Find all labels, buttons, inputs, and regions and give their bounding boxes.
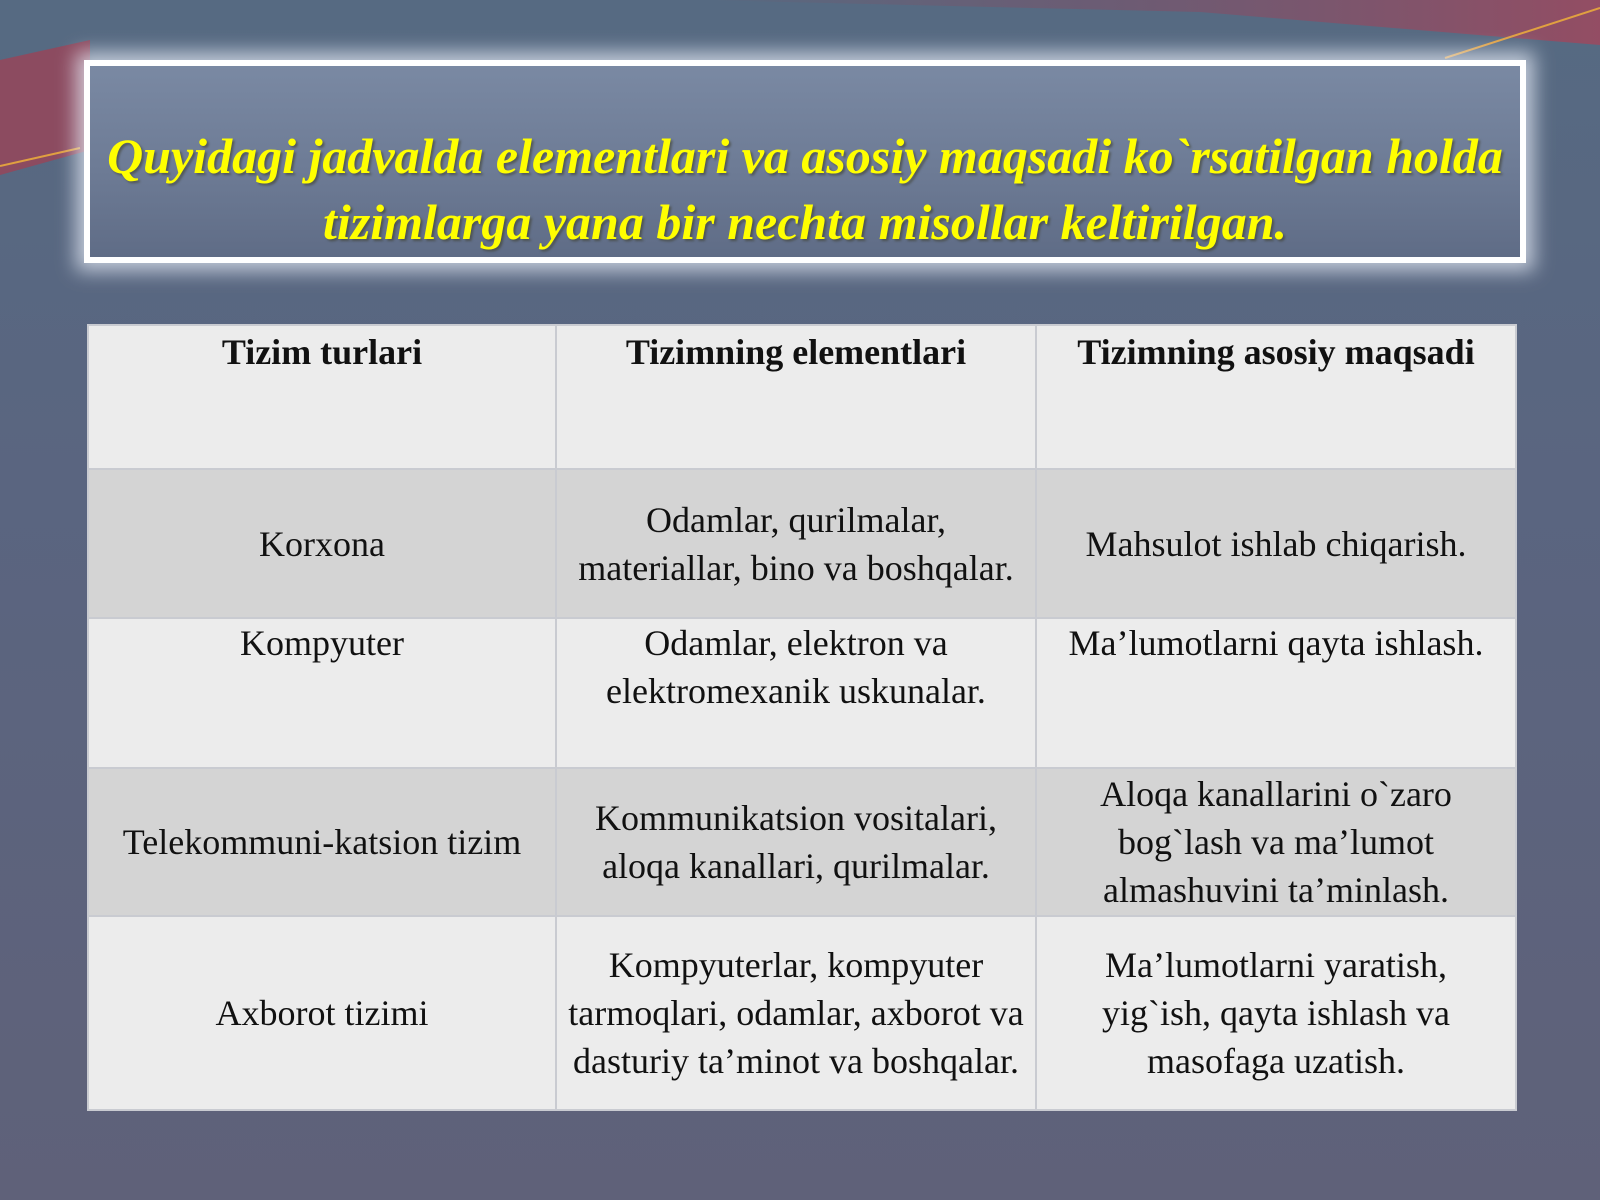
slide-title: Quyidagi jadvalda elementlari va asosiy maqsadi ko`rsatilgan holda tizimlarga yana bir nechta misollar keltirilgan. [107, 128, 1503, 250]
header-system-elements: Tizimning elementlari [556, 325, 1036, 469]
cell-system-type: Korxona [88, 469, 556, 618]
cell-system-elements: Odamlar, elektron va elektromexanik uskunalar. [556, 618, 1036, 768]
table-row [88, 768, 1516, 916]
cell-system-type: Telekommuni-katsion tizim [88, 768, 556, 916]
cell-system-purpose: Ma’lumotlarni qayta ishlash. [1036, 618, 1516, 768]
title-box [84, 60, 1526, 263]
cell-system-elements: Kompyuterlar, kompyuter tarmoqlari, odamlar, axborot va dasturiy ta’minot va boshqalar. [556, 916, 1036, 1110]
table-header-row [88, 325, 1516, 469]
cell-system-type: Axborot tizimi [88, 916, 556, 1110]
table-row [88, 916, 1516, 1110]
cell-system-type: Kompyuter [88, 618, 556, 768]
cell-system-elements: Odamlar, qurilmalar, materiallar, bino va boshqalar. [556, 469, 1036, 618]
table-row [88, 618, 1516, 768]
cell-system-purpose: Aloqa kanallarini o`zaro bog`lash va ma’lumot almashuvini ta’minlash. [1036, 768, 1516, 916]
cell-system-purpose: Ma’lumotlarni yaratish, yig`ish, qayta ishlash va masofaga uzatish. [1036, 916, 1516, 1110]
table-row [88, 469, 1516, 618]
header-system-types: Tizim turlari [88, 325, 556, 469]
cell-system-elements: Kommunikatsion vositalari, aloqa kanallari, qurilmalar. [556, 768, 1036, 916]
systems-table [87, 324, 1517, 1111]
cell-system-purpose: Mahsulot ishlab chiqarish. [1036, 469, 1516, 618]
header-system-purpose: Tizimning asosiy maqsadi [1036, 325, 1516, 469]
